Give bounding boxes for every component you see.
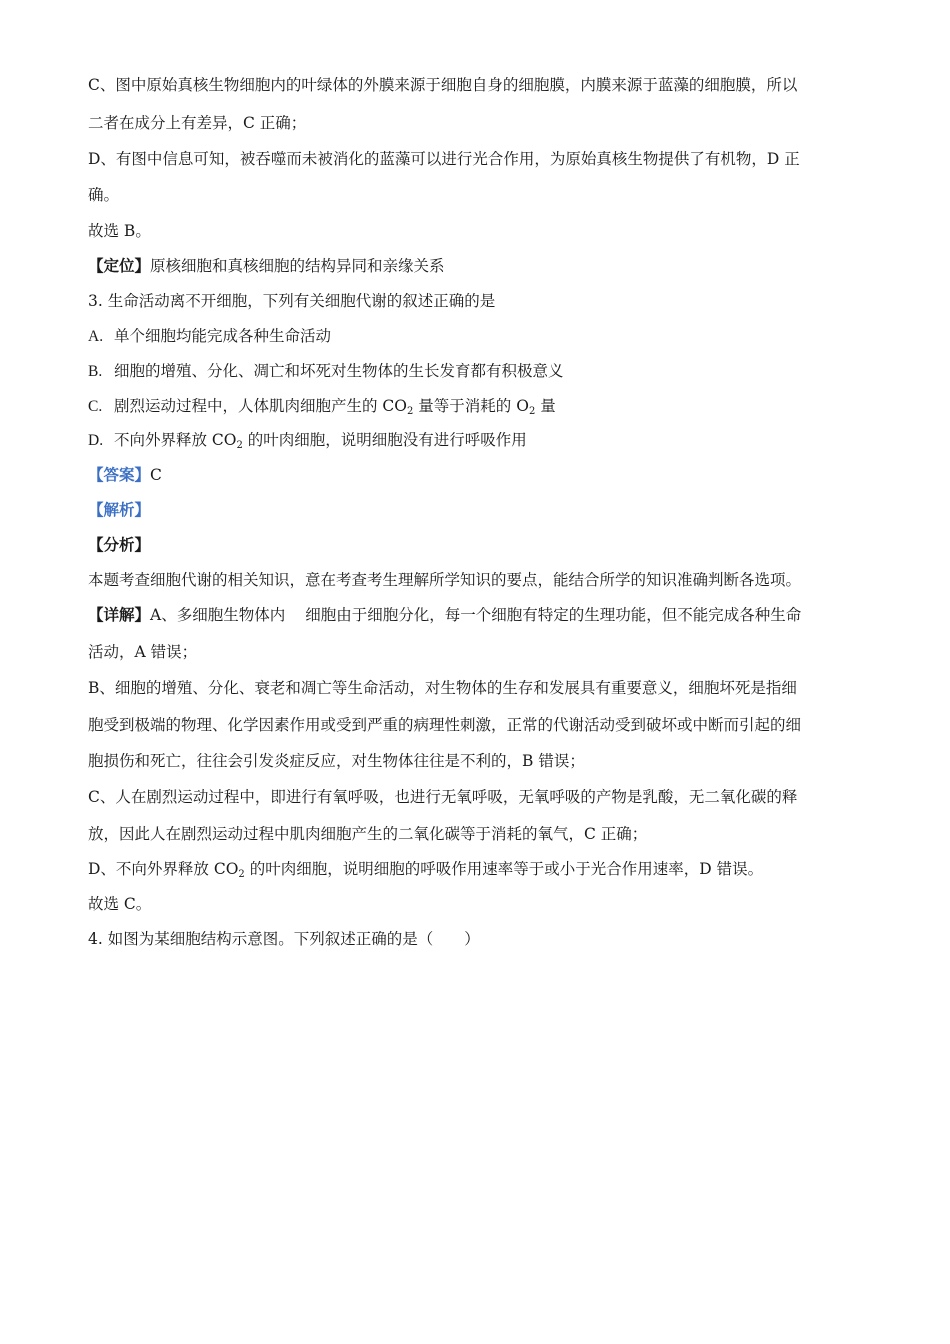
option-letter: D. [88,432,104,449]
option-letter: B. [88,363,103,380]
subscript: 2 [238,869,245,880]
question3-stem: 3. 生命活动离不开细胞，下列有关细胞代谢的叙述正确的是 [88,292,496,310]
detail-text: D、不向外界释放 CO [88,860,239,878]
option-text: 不向外界释放 CO [114,431,237,449]
question3-conclusion: 故选 C。 [88,895,152,913]
question3-option-c [88,395,878,418]
detail-text: 细胞由于细胞分化，每一个细胞有特定的生理功能，但不能完成各种生命 [305,606,802,624]
detail-b-line1: B、细胞的增殖、分化、衰老和凋亡等生命活动，对生物体的生存和发展具有重要意义，细胞坏死是指细 [88,679,797,697]
detail-label: 【详解】 [88,605,151,624]
detail-text: 的叶肉细胞，说明细胞的呼吸作用速率等于或小于光合作用速率，D 错误。 [244,860,764,878]
prev-analysis-conclusion: 故选 B。 [88,222,151,240]
jiexi-line [88,499,878,521]
detail-a-line1 [88,604,878,626]
answer-value: C [150,466,162,484]
question3-option-b [88,360,878,383]
question3-option-d [88,429,878,452]
subscript: 2 [236,440,243,451]
option-letter: A. [88,328,104,345]
answer-line [88,464,878,486]
prev-analysis-d-line2: 确。 [88,186,120,204]
question3-option-a [88,325,878,348]
prev-analysis-c-line1: C、图中原始真核生物细胞内的叶绿体的外膜来源于细胞自身的细胞膜，内膜来源于蓝藻的细胞膜，所以 [88,76,798,94]
jiexi-label: 【解析】 [88,500,151,519]
position-label: 【定位】 [88,256,151,275]
question4-stem: 4. 如图为某细胞结构示意图。下列叙述正确的是（ ） [88,930,480,948]
prev-analysis-d-line1: D、有图中信息可知，被吞噬而未被消化的蓝藻可以进行光合作用，为原始真核生物提供了有机物，D 正 [88,150,800,168]
fenxi-label: 【分析】 [88,535,151,554]
fenxi-text: 本题考查细胞代谢的相关知识，意在考查考生理解所学知识的要点，能结合所学的知识准确判断各选项。 [88,571,802,589]
detail-d-line [88,858,878,880]
position-line [88,255,878,277]
prev-analysis-c-line2: 二者在成分上有差异，C 正确； [88,114,307,132]
detail-c-line2: 放，因此人在剧烈运动过程中肌肉细胞产生的二氧化碳等于消耗的氧气，C 正确； [88,825,648,843]
option-text: 的叶肉细胞，说明细胞没有进行呼吸作用 [242,431,527,449]
subscript: 2 [407,406,414,417]
option-text: 剧烈运动过程中，人体肌肉细胞产生的 CO [114,397,407,415]
option-text: 单个细胞均能完成各种生命活动 [114,327,332,345]
fenxi-line [88,534,878,556]
answer-label: 【答案】 [88,465,151,484]
position-text: 原核细胞和真核细胞的结构异同和亲缘关系 [150,257,445,275]
option-text: 量等于消耗的 O [413,397,529,415]
option-letter: C. [88,398,103,415]
detail-b-line3: 胞损伤和死亡，往往会引发炎症反应，对生物体往往是不利的，B 错误； [88,752,585,770]
detail-c-line1: C、人在剧烈运动过程中，即进行有氧呼吸，也进行无氧呼吸，无氧呼吸的产物是乳酸，无二氧化碳的释 [88,788,798,806]
detail-text: A、多细胞生物体内 [150,606,286,624]
subscript: 2 [528,406,536,417]
detail-a-line2: 活动，A 错误； [88,643,198,661]
option-text: 细胞的增殖、分化、凋亡和坏死对生物体的生长发育都有积极意义 [114,362,564,380]
option-text: 量 [535,397,556,415]
detail-b-line2: 胞受到极端的物理、化学因素作用或受到严重的病理性刺激，正常的代谢活动受到破坏或中断而引起的细 [88,716,802,734]
